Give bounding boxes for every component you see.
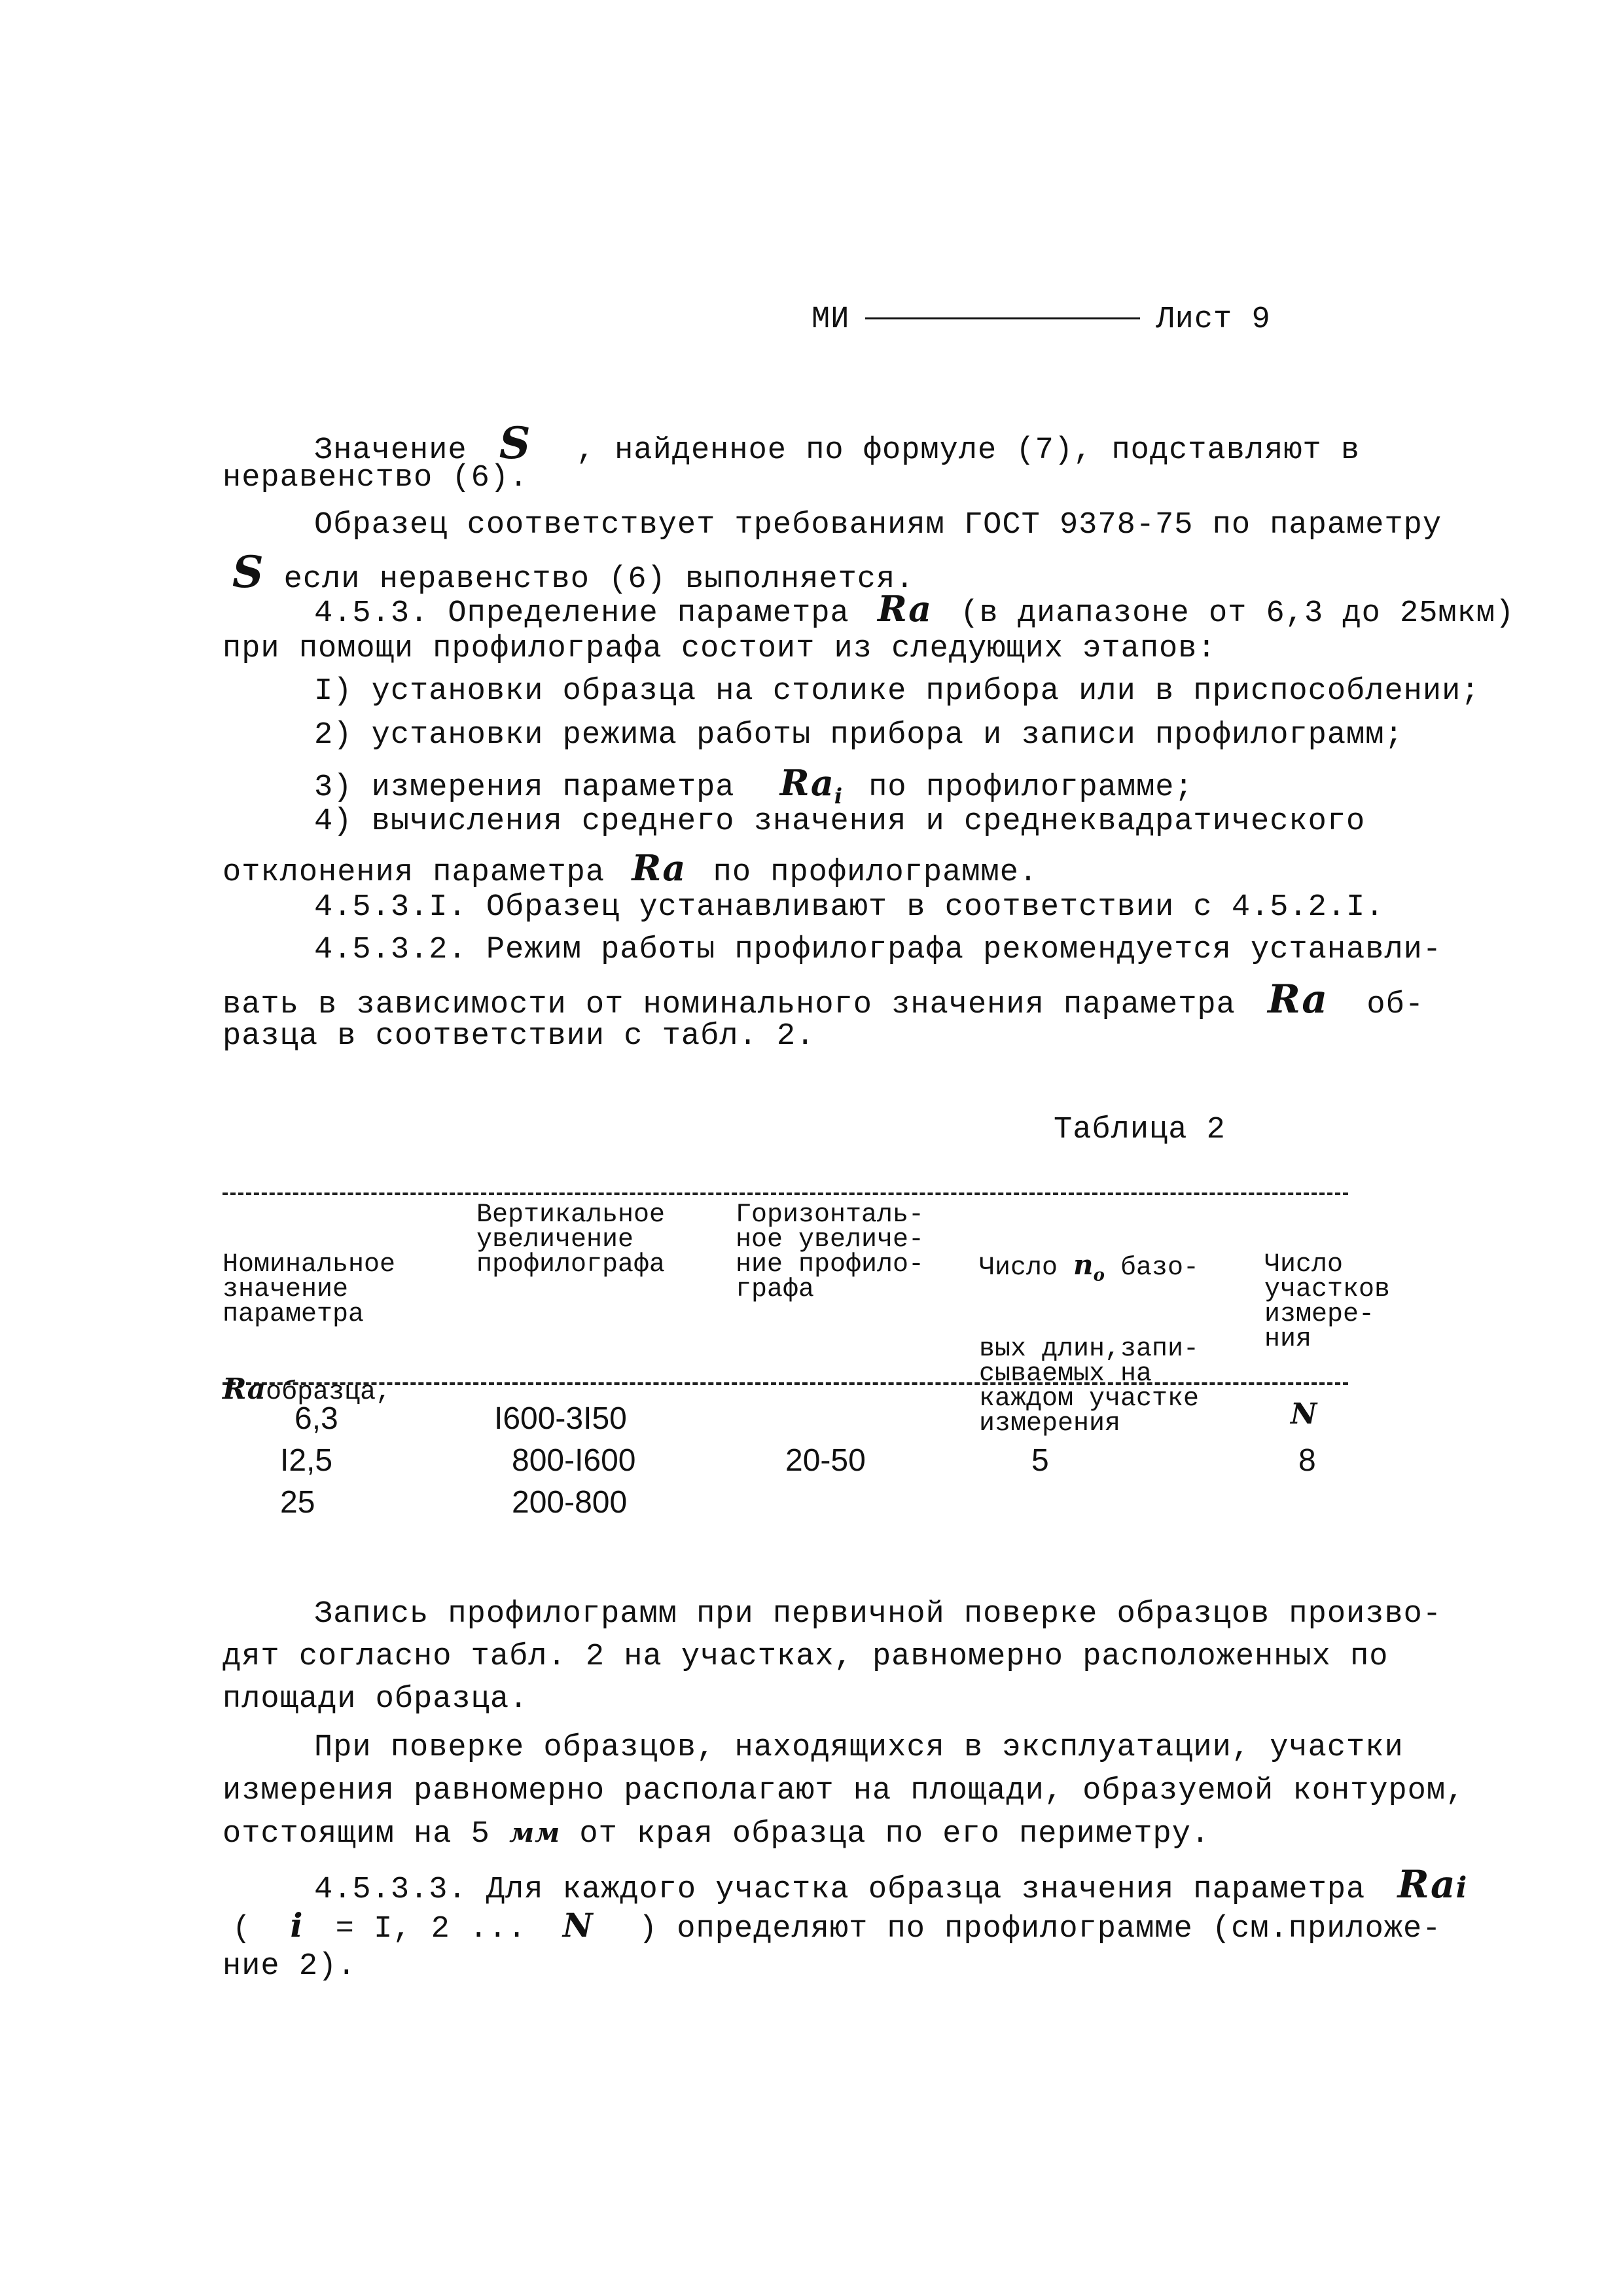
paragraph-line: Запись профилограмм при первичной поверке образцов произво- xyxy=(314,1597,1442,1632)
paragraph-line: Значение S , найденное по формуле (7), подставляют в xyxy=(314,418,1361,469)
section-heading-4-5-3-2: 4.5.3.2. Режим работы профилографа рекомендуется устанавли- xyxy=(314,933,1442,967)
table-cell-vert: I600-3I50 xyxy=(494,1401,627,1436)
table-cell-ra: 25 xyxy=(280,1485,315,1520)
symbol-ra-i: Rai xyxy=(1397,1862,1468,1907)
paragraph-line: вать в зависимости от номинального значения параметра Ra об- xyxy=(223,977,1425,1022)
symbol-mm: мм xyxy=(509,1818,561,1848)
list-item: 4) вычисления среднего значения и среднеквадратического xyxy=(314,804,1366,839)
table-cell-vert: 200-800 xyxy=(512,1485,628,1520)
table-header-col2: Вертикальное увеличение профилографа xyxy=(476,1200,666,1280)
table-header-col5: Число участков измере- ния N xyxy=(1264,1250,1391,1431)
table-cell-measure-count: 8 xyxy=(1298,1443,1316,1478)
paragraph-line: При поверке образцов, находящихся в эксплуатации, участки xyxy=(314,1731,1404,1765)
list-item: 3) измерения параметра $Ra_i$ по профилограмме; xyxy=(314,762,1194,808)
paragraph-line: ( i = I, 2 ... N ) определяют по профилограмме (см.приложе- xyxy=(232,1906,1442,1946)
symbol-ra: Ra xyxy=(877,588,933,630)
list-item: 2) установки режима работы прибора и записи профилограмм; xyxy=(314,718,1404,753)
table-cell-vert: 800-I600 xyxy=(512,1443,636,1478)
paragraph-line: ние 2). xyxy=(223,1949,357,1984)
paragraph-line: отстоящим на 5 мм от края образца по его периметру. xyxy=(223,1817,1211,1852)
symbol-ra-i: $Ra_i$ xyxy=(779,762,843,808)
list-item: I) установки образца на столике прибора или в приспособлении; xyxy=(314,674,1480,709)
symbol-n: N xyxy=(1291,1397,1317,1431)
symbol-n: N xyxy=(562,1906,594,1945)
paragraph-line: отклонения параметра Ra по профилограмме. xyxy=(223,847,1039,890)
table-cell-ra: 6,3 xyxy=(294,1401,338,1436)
symbol-s: S xyxy=(499,418,531,469)
symbol-ra: Ra xyxy=(223,1372,266,1406)
sheet-number: Лист 9 xyxy=(1156,302,1271,337)
paragraph-line: при помощи профилографа состоит из следующих этапов: xyxy=(223,632,1217,666)
section-heading-4-5-3: 4.5.3. Определение параметра Ra (в диапазоне от 6,3 до 25мкм) xyxy=(314,588,1515,631)
symbol-ra: Ra xyxy=(632,847,687,889)
paragraph-line: разца в соответствии с табл. 2. xyxy=(223,1019,815,1054)
table-header-col3: Горизонталь- ное увеличе- ние профило- графа xyxy=(736,1200,925,1304)
doc-number-blank xyxy=(865,317,1140,319)
table-header-col4: Число $n_o$ базо- вых длин,запи- сываемых на каждом участке измерения xyxy=(979,1249,1200,1439)
table-cell-ra: I2,5 xyxy=(280,1443,333,1478)
paragraph-line: площади образца. xyxy=(223,1682,529,1717)
paragraph-line: S если неравенство (6) выполняется. xyxy=(232,547,915,598)
section-heading-4-5-3-1: 4.5.3.I. Образец устанавливают в соответствии с 4.5.2.I. xyxy=(314,890,1385,925)
symbol-ra: Ra xyxy=(1268,977,1329,1022)
section-heading-4-5-3-3: 4.5.3.3. Для каждого участка образца значения параметра Rai xyxy=(314,1862,1468,1907)
doc-code: МИ xyxy=(812,302,850,337)
symbol-n0: $n_o$ xyxy=(1073,1249,1105,1285)
table-caption: Таблица 2 xyxy=(1054,1113,1226,1147)
table-header-col1: Номинальное значение параметра Raобразца, xyxy=(223,1250,396,1407)
page-header xyxy=(812,302,1271,337)
paragraph-line: неравенство (6). xyxy=(223,461,529,495)
symbol-i: i xyxy=(290,1906,304,1945)
paragraph-line: измерения равномерно располагают на площади, образуемой контуром, xyxy=(223,1774,1465,1808)
symbol-s: S xyxy=(232,547,264,598)
table-cell-base-length-count: 5 xyxy=(1031,1443,1049,1478)
paragraph-line: Образец соответствует требованиям ГОСТ 9378-75 по параметру xyxy=(314,508,1442,543)
table-cell-horiz: 20-50 xyxy=(785,1443,866,1478)
table-top-rule xyxy=(223,1193,1348,1195)
paragraph-line: дят согласно табл. 2 на участках, равномерно расположенных по xyxy=(223,1640,1389,1674)
